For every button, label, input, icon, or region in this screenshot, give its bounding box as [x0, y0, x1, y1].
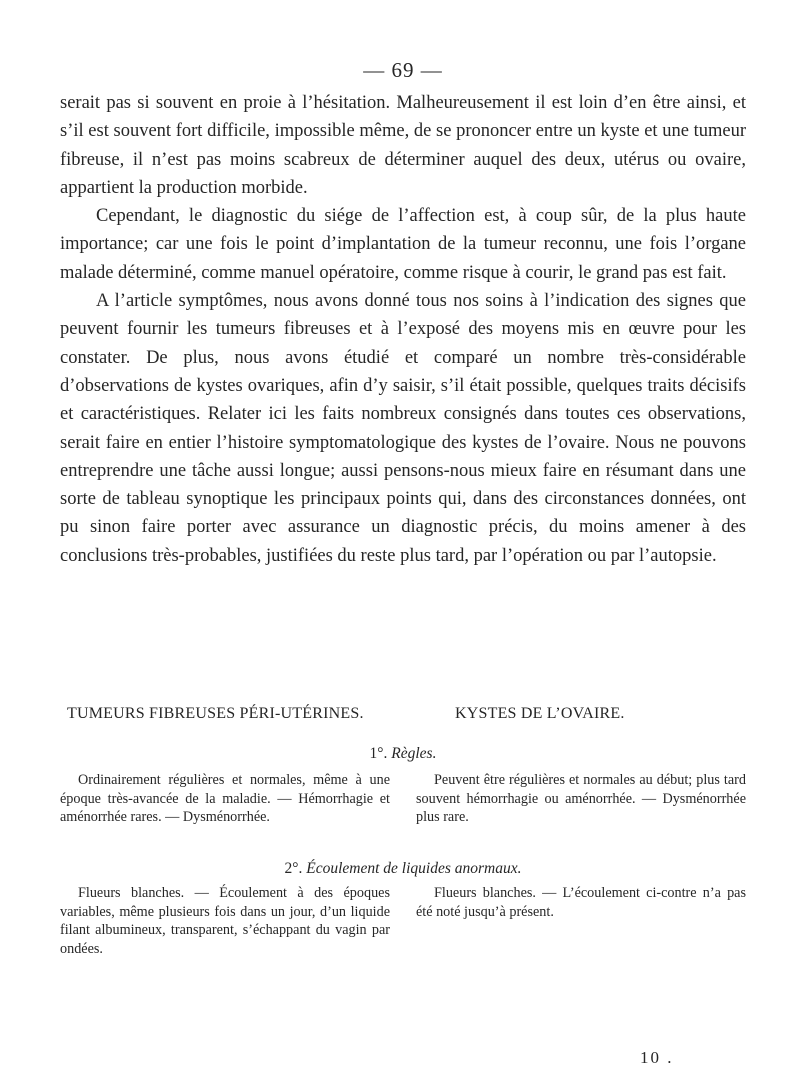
body-text	[60, 89, 746, 570]
paragraph: A l’article symptômes, nous avons donné tous nos soins à l’indication des signes que peuvent fournir les tumeurs fibreuses et à l’exposé des moyens mis en œuvre pour les constater. De plus, nous avons étudié et comparé un nombre très-considérable d’observations de kystes ovariques, afin d’y saisir, s’il était possible, quelques traits décisifs et caractéristiques. Relater ici les faits nombreux consignés dans toutes ces observations, serait faire en entier l’histoire symptomatologique des kystes de l’ovaire. Nous ne pouvons entreprendre une tâche aussi longue; aussi pensons-nous mieux faire en résumant dans une sorte de tableau synoptique les principaux points qui, dans des circonstances données, ont pu sinon faire porter avec assurance un diagnostic précis, du moins amener à des conclusions très-probables, justifiées du reste plus tard, par l’opération ou par l’autopsie.	[60, 291, 746, 566]
section-title	[60, 860, 746, 878]
right-column-heading: KYSTES DE L’OVAIRE.	[455, 705, 625, 722]
section-heading: Écoulement de liquides anormaux.	[306, 860, 522, 877]
right-column-text: Flueurs blanches. — L’écoulement ci-contre n’a pas été noté jusqu’à présent.	[416, 885, 746, 920]
paragraph: Cependant, le diagnostic du siége de l’affection est, à coup sûr, de la plus haute importance; car une fois le point d’implantation de la tumeur reconnu, une fois l’organe malade déterminé, comme manuel opératoire, comme risque à courir, le grand pas est fait.	[60, 206, 746, 283]
table-headings	[60, 705, 746, 733]
right-column-text: Peuvent être régulières et normales au début; plus tard souvent hémorrhagie ou aménorrhée. — Dysménorrhée plus rare.	[416, 772, 746, 825]
section-number: 1°.	[369, 745, 388, 762]
left-column-heading: TUMEURS FIBREUSES PÉRI-UTÉRINES.	[67, 705, 364, 722]
section-title	[60, 745, 746, 763]
section-number: 2°.	[284, 860, 303, 877]
book-page	[60, 0, 746, 1085]
signature-mark: 10 .	[640, 1048, 674, 1067]
left-column-text: Flueurs blanches. — Écoulement à des époques variables, même plusieurs fois dans un jour, d’un liquide filant albumineux, transparent, s’échappant du vagin par ondées.	[60, 885, 390, 957]
left-column-text: Ordinairement régulières et normales, même à une époque très-avancée de la maladie. — Hémorrhagie et aménorrhée rares. — Dysménorrhée.	[60, 772, 390, 825]
paragraph: serait pas si souvent en proie à l’hésitation. Malheureusement il est loin d’en être ainsi, et s’il est souvent fort difficile, impossible même, de se prononcer entre un kyste et une tumeur fibreuse, il n’est pas moins scabreux de déterminer auquel des deux, utérus ou ovaire, appartient la production morbide.	[60, 93, 746, 198]
section-heading: Règles.	[391, 745, 437, 762]
page-number: — 69 —	[363, 58, 443, 82]
